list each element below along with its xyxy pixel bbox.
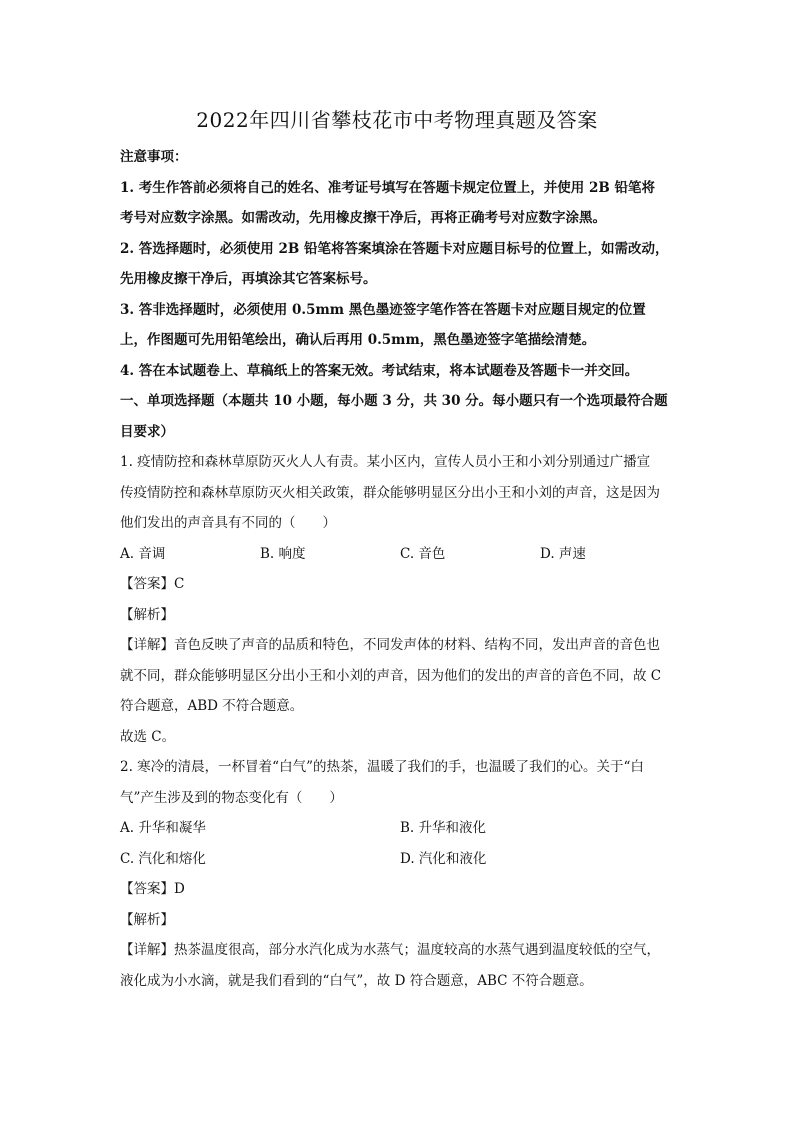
notice-line: 先用橡皮擦干净后，再填涂其它答案标号。 — [120, 271, 377, 287]
notice-line: 2. 答选择题时，必须使用 2B 铅笔将答案填涂在答题卡对应题目标号的位置上，如需改动， — [120, 240, 669, 257]
option-b: B. 升华和液化 — [400, 820, 487, 836]
notice-line: 1. 考生作答前必须将自己的姓名、准考证号填写在答题卡规定位置上，并使用 2B 铅笔将 — [120, 179, 655, 196]
question-2-answer: 【答案】D — [120, 881, 185, 897]
question-1-options — [120, 539, 680, 570]
section-heading: 一、单项选择题（本题共 10 小题，每小题 3 分，共 30 分。每小题只有一个选项最符合题 — [120, 393, 668, 409]
notice-line: 上，作图题可先用铅笔绘出，确认后再用 0.5mm，黑色墨迹签字笔描绘清楚。 — [120, 332, 596, 348]
document-body — [120, 142, 680, 996]
option-a: A. 音调 — [120, 545, 166, 562]
question-2-detail: 【详解】热茶温度很高，部分水汽化成为水蒸气；温度较高的水蒸气遇到温度较低的空气， — [120, 942, 660, 958]
option-c: C. 音色 — [400, 545, 446, 562]
question-2-detail: 液化成为小水滴，就是我们看到的“白气”，故 D 符合题意，ABC 不符合题意。 — [120, 972, 593, 989]
question-1-stem: 传疫情防控和森林草原防灭火相关政策，群众能够明显区分出小王和小刘的声音，这是因为 — [120, 484, 660, 501]
question-2-stem: 气”产生涉及到的物态变化有（ ） — [120, 789, 343, 806]
question-1-detail: 符合题意，ABD 不符合题意。 — [120, 698, 304, 714]
question-1-detail: 【详解】音色反映了声音的品质和特色，不同发声体的材料、结构不同，发出声音的音色也 — [120, 637, 660, 653]
question-1-stem: 他们发出的声音具有不同的（ ） — [120, 515, 336, 531]
question-1-conclusion: 故选 C。 — [120, 728, 176, 745]
question-2-options-row — [120, 844, 680, 875]
question-2-analysis-label: 【解析】 — [120, 911, 174, 928]
option-b: B. 响度 — [260, 545, 306, 562]
question-2-options-row — [120, 813, 680, 844]
notice-line: 3. 答非选择题时，必须使用 0.5mm 黑色墨迹签字笔作答在答题卡对应题目规定的位置 — [120, 301, 646, 318]
question-1-stem: 1. 疫情防控和森林草原防灭火人人有责。某小区内，宣传人员小王和小刘分别通过广播宣 — [120, 454, 651, 470]
option-d: D. 汽化和液化 — [400, 850, 487, 867]
page-title: 2022年四川省攀枝花市中考物理真题及答案 — [196, 108, 598, 132]
option-c: C. 汽化和熔化 — [120, 850, 206, 867]
option-d: D. 声速 — [540, 545, 586, 562]
question-1-detail: 就不同，群众能够明显区分出小王和小刘的声音，因为他们的发出的声音的音色不同，故 C — [120, 667, 662, 684]
question-2-stem: 2. 寒冷的清晨，一杯冒着“白气”的热茶，温暖了我们的手，也温暖了我们的心。关于“白 — [120, 759, 644, 775]
option-a: A. 升华和凝华 — [120, 820, 206, 836]
question-1-analysis-label: 【解析】 — [120, 606, 174, 623]
notice-line: 4. 答在本试题卷上、草稿纸上的答案无效。考试结束，将本试题卷及答题卡一并交回。 — [120, 362, 639, 379]
notice-line: 考号对应数字涂黑。如需改动，先用橡皮擦干净后，再将正确考号对应数字涂黑。 — [120, 210, 606, 226]
notice-heading: 注意事项： — [120, 149, 188, 165]
section-heading: 目要求） — [120, 423, 174, 440]
question-1-answer: 【答案】C — [120, 576, 185, 592]
